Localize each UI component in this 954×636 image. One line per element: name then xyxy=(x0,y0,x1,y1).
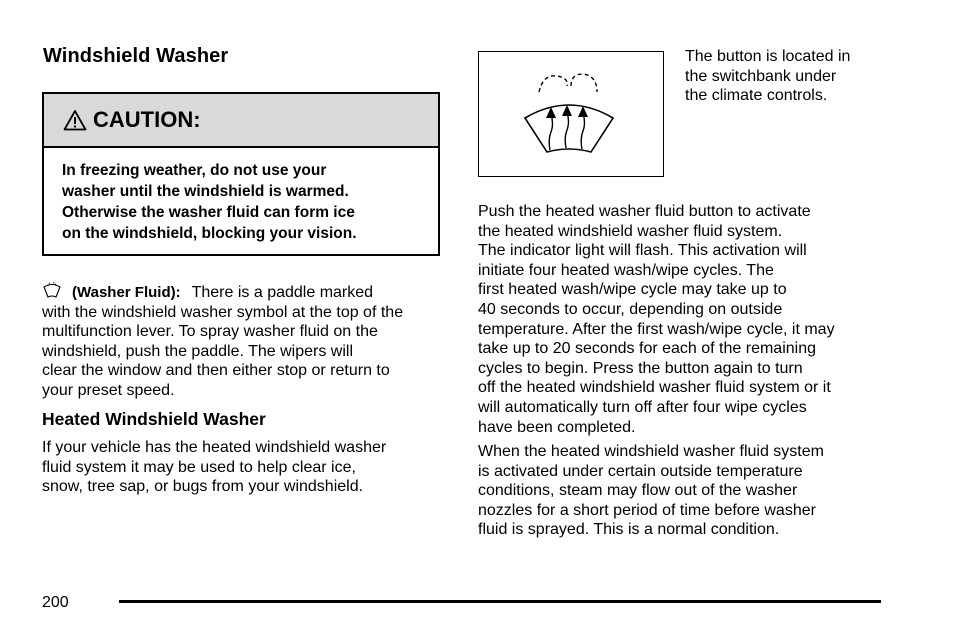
washer-fluid-line: with the windshield washer symbol at the top of the xyxy=(42,303,404,321)
caution-line: on the windshield, blocking your vision. xyxy=(62,225,357,242)
activation-line: temperature. After the first wash/wipe cycle, it may xyxy=(478,320,835,338)
steam-line: is activated under certain outside temperature xyxy=(478,462,803,480)
washer-fluid-line: windshield, push the paddle. The wipers will xyxy=(42,342,353,360)
caution-text xyxy=(44,148,438,244)
heated-intro-line: If your vehicle has the heated windshield washer xyxy=(42,439,387,456)
steam-line: fluid is sprayed. This is a normal condition. xyxy=(478,521,780,539)
activation-line: first heated wash/wipe cycle may take up to xyxy=(478,281,787,299)
page-number: 200 xyxy=(42,594,69,611)
activation-line: off the heated windshield washer fluid system or it xyxy=(478,379,831,397)
warning-triangle-icon xyxy=(63,109,87,131)
caution-line: In freezing weather, do not use your xyxy=(62,162,327,179)
steam-line: When the heated windshield washer fluid system xyxy=(478,443,824,460)
activation-paragraph xyxy=(478,202,888,437)
washer-fluid-line: clear the window and then either stop or return to xyxy=(42,362,390,380)
figure-caption-line: The button is located in xyxy=(685,48,851,65)
figure-caption-line: the climate controls. xyxy=(685,87,828,105)
activation-line: the heated windshield washer fluid system. xyxy=(478,222,783,240)
caution-header xyxy=(44,94,438,148)
activation-line: The indicator light will flash. This activation will xyxy=(478,242,807,260)
figure-caption xyxy=(685,47,925,106)
steam-line: nozzles for a short period of time before washer xyxy=(478,501,816,519)
activation-line: have been completed. xyxy=(478,418,636,436)
heated-washer-figure xyxy=(478,51,664,177)
section-title: Windshield Washer xyxy=(43,45,229,67)
activation-line: will automatically turn off after four wipe cycles xyxy=(478,398,807,416)
washer-symbol-icon xyxy=(42,281,62,299)
heated-intro-paragraph xyxy=(42,438,452,497)
washer-fluid-line: multifunction lever. To spray washer fluid on the xyxy=(42,323,378,341)
steam-paragraph xyxy=(478,442,888,540)
heated-washer-button-icon xyxy=(479,52,662,175)
heated-intro-line: snow, tree sap, or bugs from your windshield. xyxy=(42,478,364,496)
caution-box xyxy=(42,92,440,256)
activation-line: take up to 20 seconds for each of the remaining xyxy=(478,340,816,358)
caution-line: Otherwise the washer fluid can form ice xyxy=(62,204,355,221)
washer-fluid-label: (Washer Fluid): xyxy=(72,284,181,301)
washer-fluid-paragraph xyxy=(42,281,452,401)
washer-fluid-line: your preset speed. xyxy=(42,381,175,399)
activation-line: 40 seconds to occur, depending on outside xyxy=(478,300,783,318)
caution-line: washer until the windshield is warmed. xyxy=(62,183,349,200)
activation-line: cycles to begin. Press the button again to turn xyxy=(478,359,803,377)
footer-rule xyxy=(119,600,881,603)
figure-caption-line: the switchbank under xyxy=(685,67,837,85)
steam-line: conditions, steam may flow out of the washer xyxy=(478,482,798,500)
activation-line: Push the heated washer fluid button to activate xyxy=(478,203,811,220)
heated-washer-heading: Heated Windshield Washer xyxy=(42,409,266,429)
washer-fluid-text: There is a paddle marked xyxy=(191,284,374,301)
activation-line: initiate four heated wash/wipe cycles. The xyxy=(478,261,774,279)
caution-heading: CAUTION: xyxy=(93,107,201,132)
heated-intro-line: fluid system it may be used to help clear ice, xyxy=(42,458,356,476)
washer-fluid-first-line xyxy=(42,281,452,303)
